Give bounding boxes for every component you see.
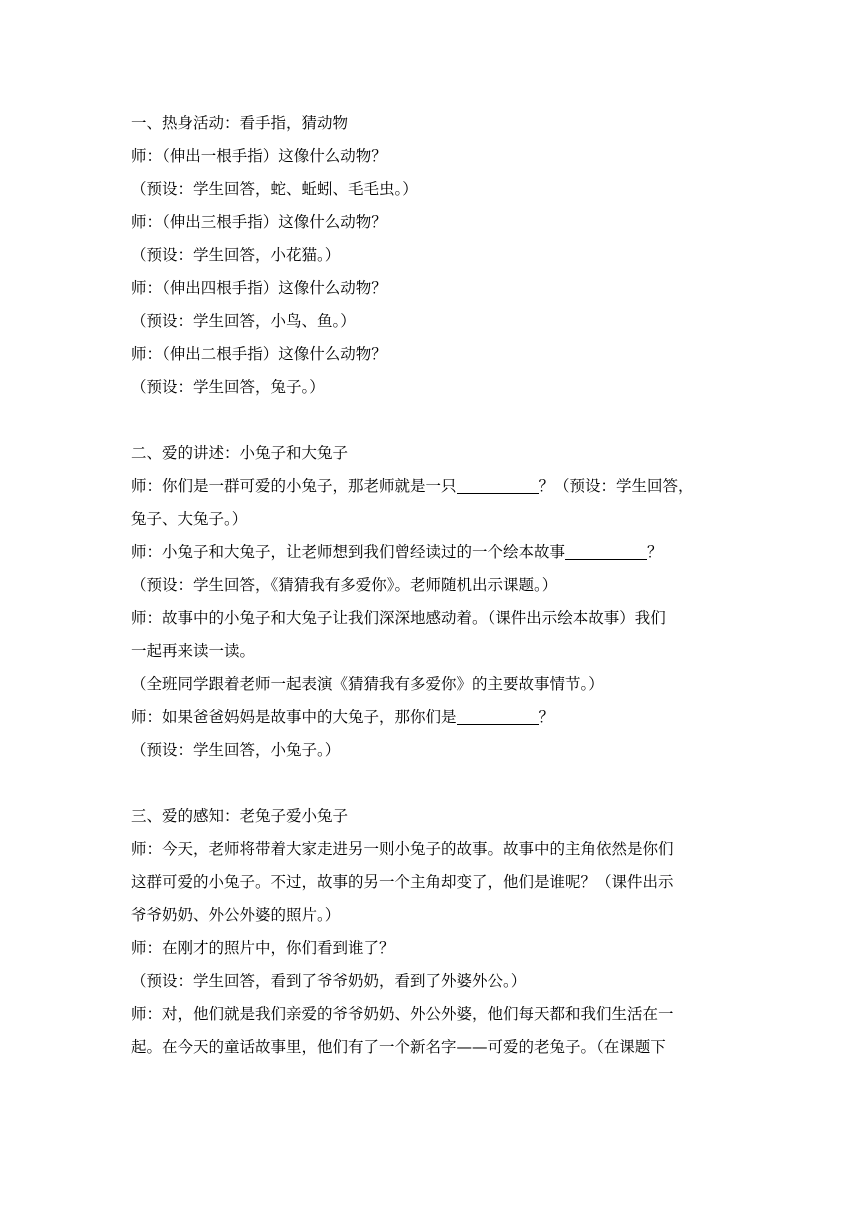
question-2	[131, 536, 737, 569]
paragraph-line: 师：对，他们就是我们亲爱的爷爷奶奶、外公外婆，他们每天都和我们生活在一	[131, 1005, 674, 1023]
paragraph-line: 爷爷奶奶、外公外婆的照片。）	[131, 906, 341, 924]
question-2-text: 师：小兔子和大兔子，让老师想到我们曾经读过的一个绘本故事	[131, 543, 566, 561]
dialogue-line: （预设：学生回答，小花猫。）	[131, 246, 341, 264]
paragraph-line: 师：今天，老师将带着大家走进另一则小兔子的故事。故事中的主角依然是你们	[131, 840, 674, 858]
dialogue-line: 师：（伸出三根手指）这像什么动物？	[131, 213, 387, 231]
dialogue-line: 师：（伸出一根手指）这像什么动物？	[131, 147, 387, 165]
section-1-heading: 一、热身活动：看手指，猜动物	[131, 114, 349, 132]
paragraph-line: 一起再来读一读。	[131, 642, 256, 660]
question-1-suffix: ？（预设：学生回答，	[538, 477, 694, 495]
question-1-continued: 兔子、大兔子。）	[131, 510, 248, 528]
section-spacer	[131, 767, 737, 800]
paragraph-line: 这群可爱的小兔子。不过，故事的另一个主角却变了，他们是谁呢？（课件出示	[131, 873, 674, 891]
fill-in-blank	[565, 539, 647, 560]
dialogue-line: （预设：学生回答，小鸟、鱼。）	[131, 312, 356, 330]
dialogue-line: （预设：学生回答，蛇、蚯蚓、毛毛虫。）	[131, 180, 418, 198]
dialogue-line: 师：（伸出二根手指）这像什么动物？	[131, 345, 387, 363]
question-1-text: 师：你们是一群可爱的小兔子，那老师就是一只	[131, 477, 457, 495]
question-4-answer: （预设：学生回答，小兔子。）	[131, 741, 341, 759]
section-2-heading: 二、爱的讲述：小兔子和大兔子	[131, 444, 349, 462]
question-4-text: 师：如果爸爸妈妈是故事中的大兔子，那你们是	[131, 708, 457, 726]
section-spacer	[131, 404, 737, 437]
question-1	[131, 470, 737, 503]
dialogue-line: 师：（伸出四根手指）这像什么动物？	[131, 279, 387, 297]
dialogue-line: （预设：学生回答，兔子。）	[131, 378, 325, 396]
question-2-suffix: ？	[647, 543, 663, 561]
document-page	[131, 107, 737, 1064]
dialogue-line: 师：在刚才的照片中，你们看到谁了？	[131, 939, 395, 957]
question-4-suffix: ？	[538, 708, 555, 726]
dialogue-line: （预设：学生回答，看到了爷爷奶奶，看到了外婆外公。）	[131, 972, 527, 990]
activity-note: （全班同学跟着老师一起表演《猜猜我有多爱你》的主要故事情节。）	[131, 675, 604, 693]
paragraph-line: 起。在今天的童话故事里，他们有了一个新名字——可爱的老兔子。（在课题下	[131, 1038, 666, 1056]
section-3-heading: 三、爱的感知：老兔子爱小兔子	[131, 807, 349, 825]
fill-in-blank	[457, 473, 539, 494]
question-4	[131, 701, 737, 734]
paragraph-line: 师：故事中的小兔子和大兔子让我们深深地感动着。（课件出示绘本故事）我们	[131, 609, 666, 627]
question-2-answer: （预设：学生回答，《猜猜我有多爱你》。老师随机出示课题。）	[131, 576, 558, 594]
fill-in-blank	[457, 704, 539, 725]
